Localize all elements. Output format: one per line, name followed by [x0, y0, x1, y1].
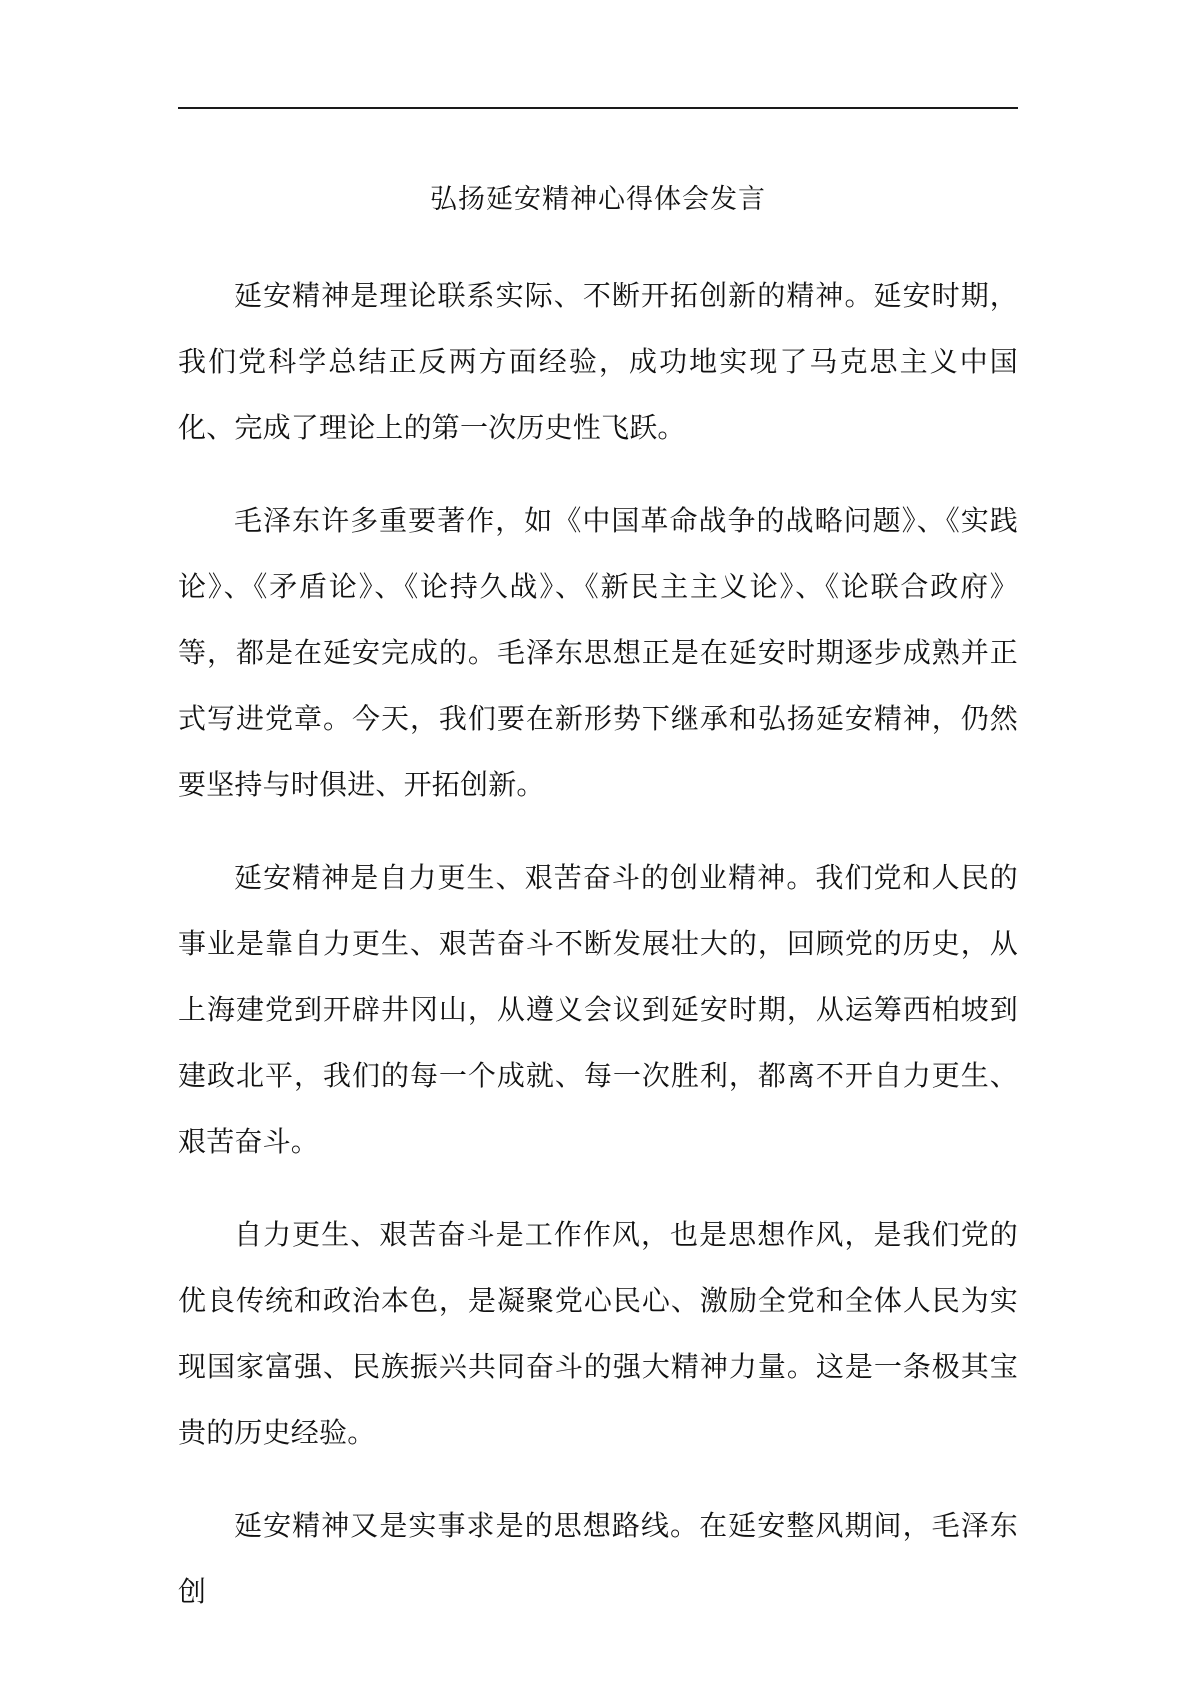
document-title: 弘扬延安精神心得体会发言	[430, 184, 766, 215]
paragraph-5: 延安精神又是实事求是的思想路线。在延安整风期间，毛泽东创	[178, 1509, 1018, 1608]
paragraph-2: 毛泽东许多重要著作，如《中国革命战争的战略问题》、《实践论》、《矛盾论》、《论持久战》、《新民主主义论》、《论联合政府》等，都是在延安完成的。毛泽东思想正是在延安时期逐步成熟并正式写进党章。今天，我们要在新形势下继承和弘扬延安精神，仍然要坚持与时俱进、开拓创新。	[178, 504, 1018, 801]
header-rule	[178, 107, 1018, 109]
paragraph-1: 延安精神是理论联系实际、不断开拓创新的精神。延安时期，我们党科学总结正反两方面经验，成功地实现了马克思主义中国化、完成了理论上的第一次历史性飞跃。	[178, 279, 1018, 444]
paragraph-3: 延安精神是自力更生、艰苦奋斗的创业精神。我们党和人民的事业是靠自力更生、艰苦奋斗不断发展壮大的，回顾党的历史，从上海建党到开辟井冈山，从遵义会议到延安时期，从运筹西柏坡到建政北平，我们的每一个成就、每一次胜利，都离不开自力更生、艰苦奋斗。	[178, 861, 1018, 1158]
paragraph-4: 自力更生、艰苦奋斗是工作作风，也是思想作风，是我们党的优良传统和政治本色，是凝聚党心民心、激励全党和全体人民为实现国家富强、民族振兴共同奋斗的强大精神力量。这是一条极其宝贵的历史经验。	[178, 1218, 1018, 1449]
document-body	[178, 263, 1018, 1652]
